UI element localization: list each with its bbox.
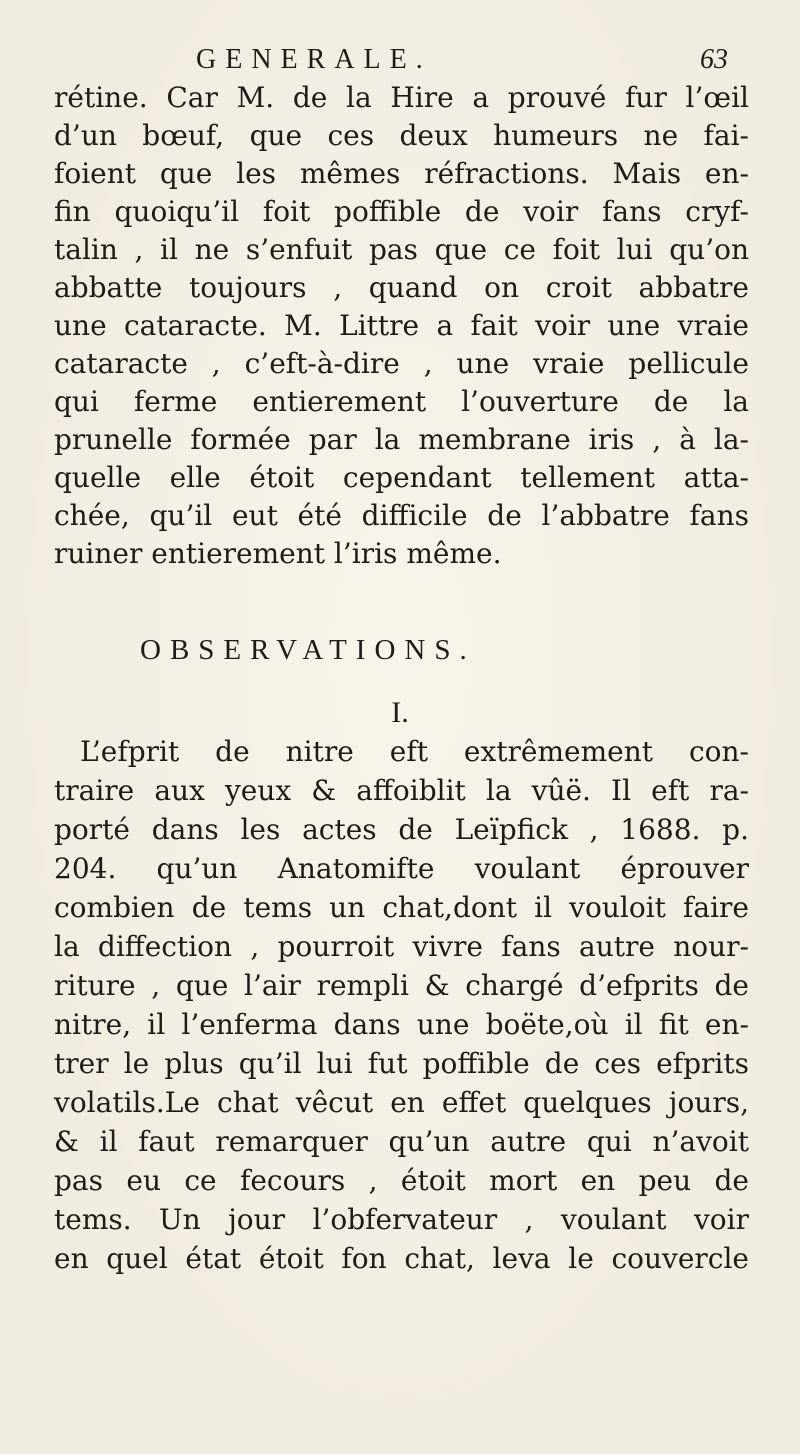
text-line: cataracte , c’eft-à-dire , une vraie pellicule	[54, 347, 749, 380]
section-number: I.	[391, 696, 409, 729]
text-line: combien de tems un chat,dont il vouloit faire	[54, 891, 749, 924]
text-line: quelle elle étoit cependant tellement atta-	[54, 461, 749, 494]
text-line: d’un bœuf, que ces deux humeurs ne fai-	[54, 119, 749, 152]
text-line: abbatte toujours , quand on croit abbatre	[54, 271, 749, 304]
text-line: & il faut remarquer qu’un autre qui n’avoit	[54, 1125, 749, 1158]
text-line: fin quoiqu’il foit poffible de voir fans cryf-	[54, 195, 749, 228]
text-line: tems. Un jour l’obfervateur , voulant voir	[54, 1203, 749, 1236]
text-line: L’efprit de nitre eft extrêmement con-	[80, 735, 749, 768]
text-line: qui ferme entierement l’ouverture de la	[54, 385, 749, 418]
text-line: trer le plus qu’il lui fut poffible de ces efprits	[54, 1047, 749, 1080]
running-head: GENERALE.	[196, 44, 432, 75]
text-line: rétine. Car M. de la Hire a prouvé fur l’œil	[54, 81, 749, 114]
text-line: prunelle formée par la membrane iris , à la-	[54, 423, 749, 456]
text-line: ruiner entierement l’iris même.	[54, 537, 502, 570]
text-line: traire aux yeux & affoiblit la vûë. Il eft ra-	[54, 774, 749, 807]
text-line: volatils.Le chat vêcut en effet quelques jours,	[54, 1086, 749, 1119]
text-line: foient que les mêmes réfractions. Mais en-	[54, 157, 749, 190]
section-heading: OBSERVATIONS.	[140, 634, 476, 666]
text-line: 204. qu’un Anatomifte voulant éprouver	[54, 852, 749, 885]
text-line: une cataracte. M. Littre a fait voir une vraie	[54, 309, 749, 342]
text-line: en quel état étoit fon chat, leva le couvercle	[54, 1242, 749, 1275]
text-line: talin , il ne s’enfuit pas que ce foit lui qu’on	[54, 233, 749, 266]
page-number: 63	[700, 44, 728, 75]
text-line: chée, qu’il eut été difficile de l’abbatre fans	[54, 499, 749, 532]
text-line: porté dans les actes de Leïpfick , 1688. p.	[54, 813, 749, 846]
text-line: nitre, il l’enferma dans une boëte,où il fit en-	[54, 1008, 749, 1041]
text-line: riture , que l’air rempli & chargé d’efprits de	[54, 969, 749, 1002]
text-line: la diffection , pourroit vivre fans autre nour-	[54, 930, 749, 963]
text-line: pas eu ce fecours , étoit mort en peu de	[54, 1164, 749, 1197]
